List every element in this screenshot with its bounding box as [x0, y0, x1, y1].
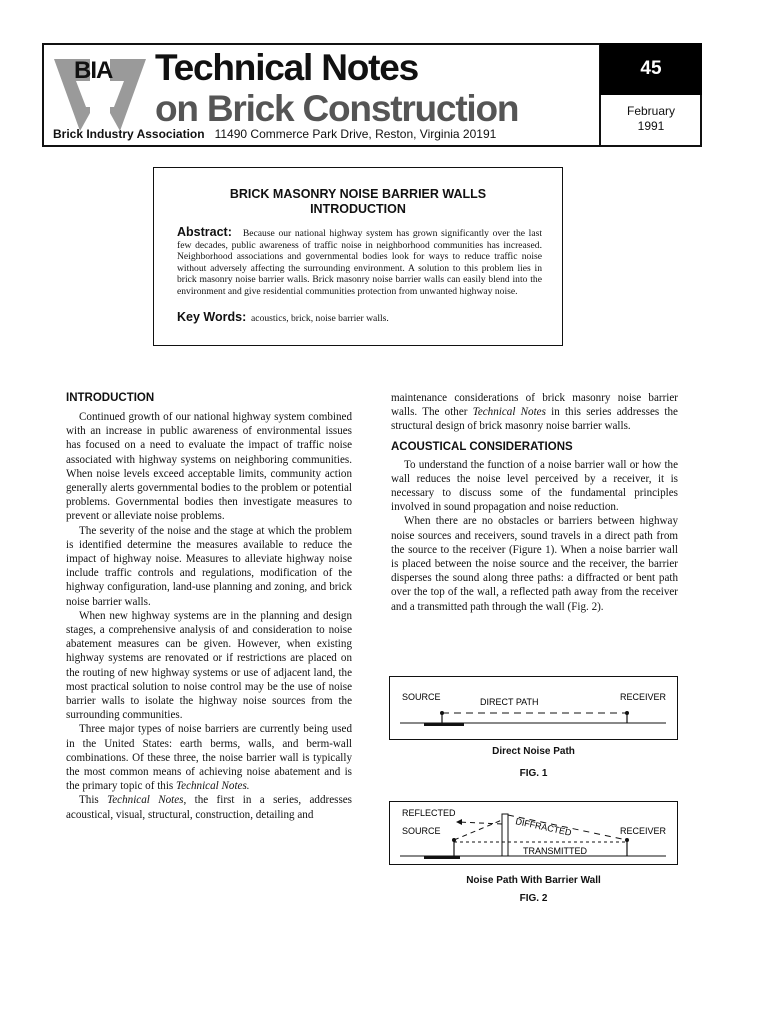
figure-1-diagram: [390, 677, 676, 738]
acoustical-paragraph-2: When there are no obstacles or barriers between highway noise sources and receivers, sound travels in a direct path from the source to the receiver (Figure 1). When a noise barrier wall is placed between the noise source and the receiver, the barrier disperses the sound along three paths: a diffracted or bent path over the top of the wall, a reflected path away from the receiver and a transmitted path through the wall (Fig. 2).: [391, 515, 678, 613]
introduction-heading: INTRODUCTION: [66, 392, 155, 404]
acoustical-heading: ACOUSTICAL CONSIDERATIONS: [391, 440, 573, 453]
intro-paragraph-3: When new highway systems are in the planning and design stages, a comprehensive analysis of and consideration to noise abatement measures can be given. However, when existing highway systems are renovated or if restrictions are placed on the routing of new highway systems or use of adjacent land, the most practical solution to noise control may be the use of noise barrier walls to isolate the highway noise sources from the surrounding communities.: [66, 609, 352, 722]
figure-2-diagram: [390, 802, 676, 863]
keywords-label: Key Words: [177, 310, 243, 324]
intro-p6-text-a: maintenance considerations of brick masonry noise barrier walls. The other: [391, 392, 678, 419]
issue-number: 45: [600, 43, 702, 95]
org-name: Brick Industry Association: [53, 127, 205, 141]
date-month: February: [626, 104, 676, 118]
fig1-receiver-label: RECEIVER: [620, 692, 667, 702]
figure-1-frame: [389, 676, 678, 740]
acoustical-paragraph-1: To understand the function of a noise barrier wall or how the wall reduces the noise level perceived by a receiver, it is necessary to discuss some of the fundamental principles involved in sound propagation and noise reduction.: [391, 458, 678, 514]
doc-title-line2: on Brick Construction: [155, 88, 519, 129]
right-column: [391, 391, 678, 614]
figure-1-number: FIG. 1: [519, 768, 548, 779]
intro-paragraph-6: [391, 391, 678, 434]
left-column: [66, 391, 352, 822]
org-address: 11490 Commerce Park Drive, Reston, Virginia 20191: [214, 127, 497, 141]
abstract-title-line1: BRICK MASONRY NOISE BARRIER WALLS: [229, 187, 487, 201]
intro-p5-italic: Technical Notes: [107, 794, 184, 807]
fig2-diffracted-label: DIFFRACTED: [514, 816, 573, 838]
keywords-text: acoustics, brick, noise barrier walls.: [251, 313, 389, 324]
fig2-receiver-label: RECEIVER: [620, 826, 667, 836]
intro-paragraph-2: The severity of the noise and the stage at which the problem is identified determine the measures available to reduce the impact of highway noise. Measures to alleviate highway noise include traffic controls and regulations, modification of the highway configuration, land-use planning and zoning, and brick noise barrier walls.: [66, 524, 352, 608]
fig1-road: [424, 723, 464, 726]
fig2-road: [424, 856, 460, 859]
intro-p6-italic: Technical Notes: [472, 406, 546, 419]
abstract-text-block: Abstract: Because our national highway system has grown significantly over the last few decades, public awareness of traffic noise in neighborhood communities has increased. Neighborhood associations and governmental bodies look for ways to reduce traffic noise without adversely affecting the surrounding environment. A solution to this problem lies in brick masonry noise barrier walls. Brick masonry noise barrier walls can easily blend into the environment and give residential communities protection from unwanted highway noise.: [177, 225, 542, 297]
figure-2-frame: [389, 801, 678, 865]
doc-title-line1: Technical Notes: [155, 47, 419, 88]
org-line: [53, 127, 496, 141]
fig2-reflected-label: REFLECTED: [402, 808, 456, 818]
date-year: 1991: [637, 119, 665, 133]
abstract-text: Because our national highway system has grown significantly over the last few decades, public awareness of traffic noise in neighborhood communities has increased. Neighborhood associations and governmental bodies look for ways to reduce traffic noise without adversely affecting the surrounding environment. A solution to this problem lies in brick masonry noise barrier walls. Brick masonry noise barrier walls can easily blend into the environment and give residential communities protection from unwanted highway noise.: [177, 228, 542, 297]
fig2-transmitted-label: TRANSMITTED: [523, 846, 587, 856]
figure-2-caption: Noise Path With Barrier Wall: [466, 875, 601, 886]
abstract-title: [153, 187, 563, 217]
fig1-source-label: SOURCE: [402, 692, 441, 702]
intro-paragraph-4: [66, 722, 352, 793]
intro-paragraph-1: Continued growth of our national highway system combined with an increase in public awareness of environmental issues has focused on a need to evaluate the impact of traffic noise associated with highway systems on neighboring communities. When noise levels exceed acceptable limits, community action generally alerts governmental bodies to the problem or potential problems. Governmental bodies then investigate measures to prevent or alleviate noise problems.: [66, 411, 352, 523]
intro-p5-text-b: , the first in a series, addresses acoustical, visual, structural, construction, detailing and: [66, 794, 353, 821]
fig1-path-label: DIRECT PATH: [480, 697, 539, 707]
intro-p6-text-b: in this series addresses the structural design of brick masonry noise barrier walls.: [391, 406, 678, 433]
abstract-title-line2: INTRODUCTION: [310, 202, 406, 216]
intro-paragraph-5: [66, 793, 352, 821]
bia-logo: [52, 51, 148, 135]
fig2-barrier-wall: [502, 814, 508, 856]
fig2-receiver-dot: [625, 838, 629, 842]
intro-p5-text-a: This: [79, 794, 108, 807]
abstract-label: Abstract: [177, 225, 228, 239]
fig2-source-label: SOURCE: [402, 826, 441, 836]
intro-p4-italic: Technical Notes.: [176, 780, 250, 793]
issue-date: [601, 104, 701, 134]
figure-1-caption: Direct Noise Path: [492, 746, 575, 757]
figure-2-number: FIG. 2: [519, 893, 548, 904]
logo-text: BIA: [74, 57, 113, 84]
keywords-block: Key Words: acoustics, brick, noise barrier walls.: [177, 310, 389, 324]
intro-p4-text: Three major types of noise barriers are currently being used in the United States: earth berms, walls, and berm-wall combinations. Of these three, the noise barrier wall is typically the most common means of achieving noise abatement and is the primary topic of this: [66, 723, 352, 793]
fig2-reflected-arrow: [456, 819, 462, 825]
fig1-receiver-dot: [625, 711, 629, 715]
